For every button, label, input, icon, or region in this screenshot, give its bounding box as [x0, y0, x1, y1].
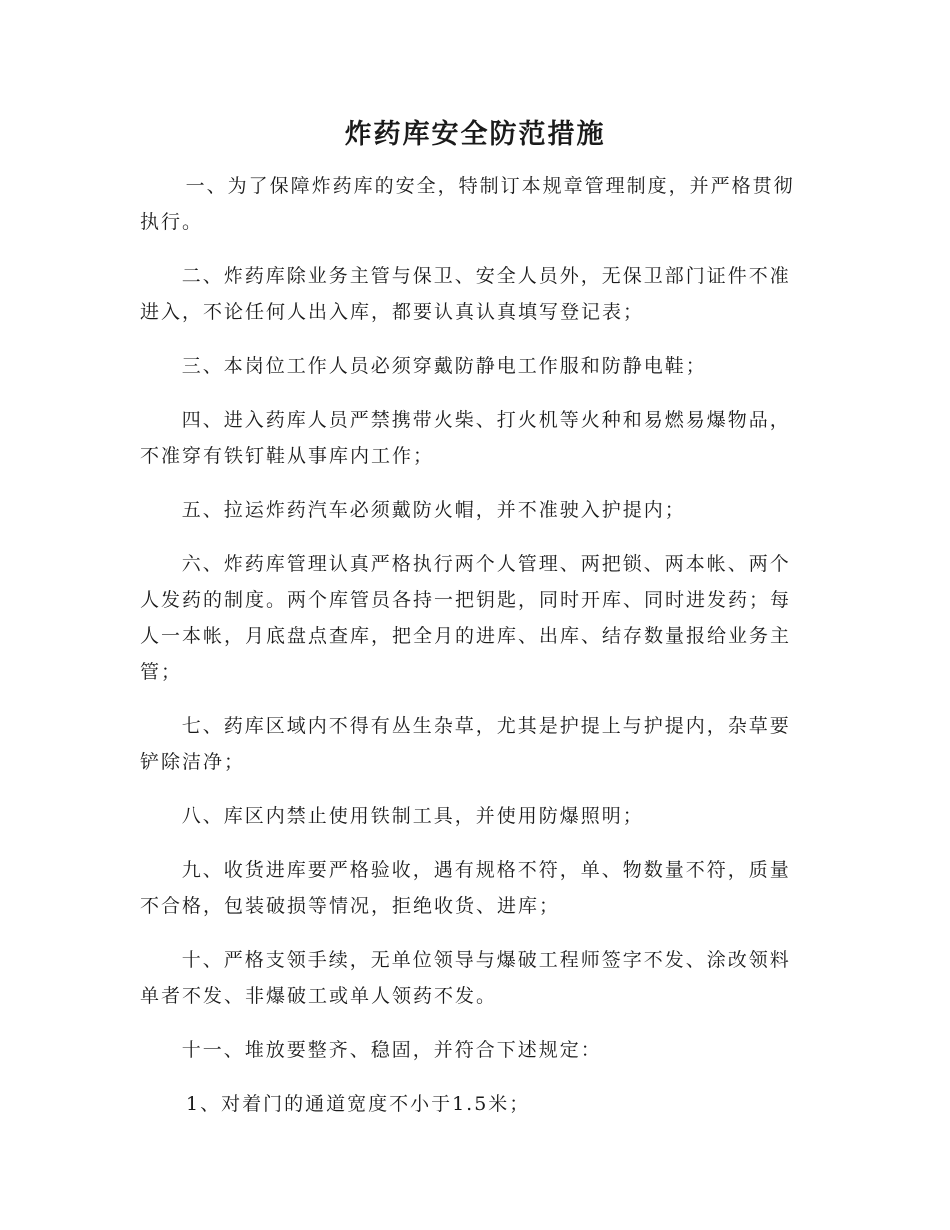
- paragraph: 三、本岗位工作人员必须穿戴防静电工作服和防静电鞋；: [181, 355, 707, 377]
- paragraph: 十、严格支领手续，无单位领导与爆破工程师签字不发、涂改领料单者不发、非爆破工或单人领药不发。: [140, 949, 791, 1007]
- paragraph: 一、为了保障炸药库的安全，特制订本规章管理制度，并严格贯彻执行。: [140, 175, 795, 233]
- list-item: 1、对着门的通道宽度不小于1.5米；: [186, 1093, 531, 1115]
- paragraph: 八、库区内禁止使用铁制工具，并使用防爆照明；: [181, 805, 644, 827]
- paragraph-spacer: [140, 834, 808, 852]
- paragraph: 七、药库区域内不得有丛生杂草，尤其是护提上与护提内，杂草要铲除洁净；: [140, 715, 791, 773]
- paragraph: 九、收货进库要严格验收，遇有规格不符，单、物数量不符，质量不合格，包装破损等情况，拒绝收货、进库；: [140, 859, 791, 917]
- paragraph: 四、进入药库人员严禁携带火柴、打火机等火种和易燃易爆物品，不准穿有铁钉鞋从事库内工作；: [140, 409, 791, 467]
- paragraph: 二、炸药库除业务主管与保卫、安全人员外，无保卫部门证件不准进入，不论任何人出入库，都要认真认真填写登记表；: [140, 265, 791, 323]
- paragraph-spacer: [140, 690, 808, 708]
- paragraph: 十一、堆放要整齐、稳固，并符合下述规定：: [181, 1039, 602, 1061]
- document-body: [140, 168, 808, 1122]
- paragraph: 五、拉运炸药汽车必须戴防火帽，并不准驶入护提内；: [181, 499, 686, 521]
- paragraph-spacer: [140, 1014, 808, 1032]
- paragraph-spacer: [140, 780, 808, 798]
- paragraph-spacer: [140, 924, 808, 942]
- paragraph-spacer: [140, 330, 808, 348]
- paragraph-spacer: [140, 474, 808, 492]
- document-title: 炸药库安全防范措施: [344, 119, 606, 150]
- paragraph-spacer: [140, 528, 808, 546]
- paragraph-spacer: [140, 384, 808, 402]
- paragraph-spacer: [140, 1068, 808, 1086]
- paragraph-spacer: [140, 240, 808, 258]
- paragraph: 六、炸药库管理认真严格执行两个人管理、两把锁、两本帐、两个人发药的制度。两个库管员各持一把钥匙，同时开库、同时进发药；每人一本帐，月底盘点查库，把全月的进库、出库、结存数量报给业务主管；: [140, 553, 792, 683]
